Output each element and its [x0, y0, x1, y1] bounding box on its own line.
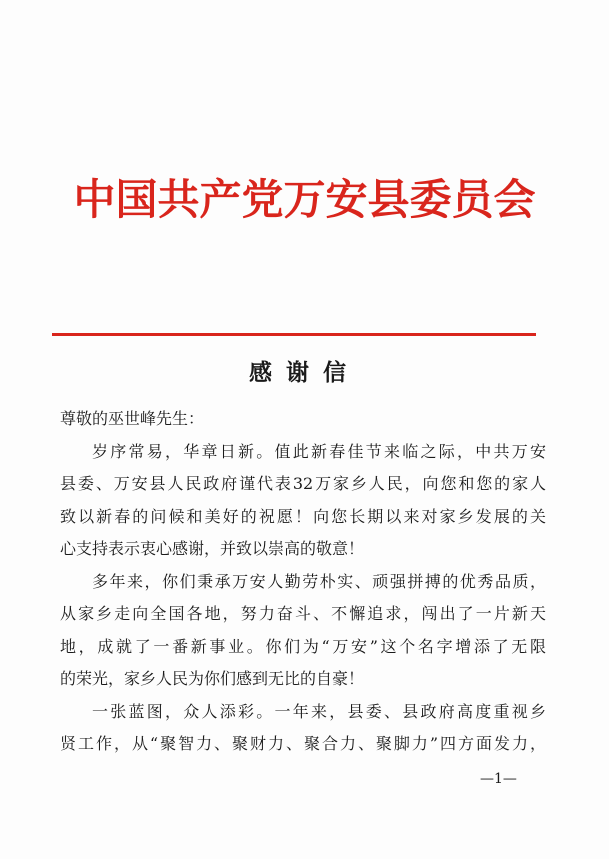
paragraph-line: 岁序常易，华章日新。值此新春佳节来临之际，中共万安: [92, 441, 546, 461]
paragraph-line: 多年来，你们秉承万安人勤劳朴实、顽强拼搏的优秀品质，: [92, 571, 546, 591]
document-title: 感谢信: [249, 359, 360, 386]
paragraph-line: 贤工作，从“聚智力、聚财力、聚合力、聚脚力”四方面发力，: [60, 734, 546, 753]
paragraph-line: 从家乡走向全国各地，努力奋斗、不懈追求，闯出了一片新天: [60, 604, 546, 623]
paragraph-line: 的荣光，家乡人民为你们感到无比的自豪！: [60, 669, 365, 688]
paragraph-1: [60, 436, 546, 566]
letterhead-divider: [52, 333, 536, 336]
paragraph-line: 县委、万安县人民政府谨代表32万家乡人民，向您和您的家人: [60, 474, 546, 493]
paragraph-line: 心支持表示衷心感谢，并致以崇高的敬意！: [60, 539, 365, 558]
paragraph-line: 一张蓝图，众人添彩。一年来，县委、县政府高度重视乡: [92, 701, 546, 721]
paragraph-line: 致以新春的问候和美好的祝愿！向您长期以来对家乡发展的关: [60, 506, 546, 526]
paragraph-line: 地，成就了一番新事业。你们为“万安”这个名字增添了无限: [60, 636, 546, 656]
page-number: —1—: [480, 771, 517, 787]
paragraph-2: [60, 566, 546, 696]
letterhead-organization: 中国共产党万安县委员会: [73, 175, 536, 224]
letter-body: [60, 403, 546, 761]
salutation: 尊敬的巫世峰先生：: [60, 409, 205, 428]
paragraph-3: [60, 696, 546, 761]
